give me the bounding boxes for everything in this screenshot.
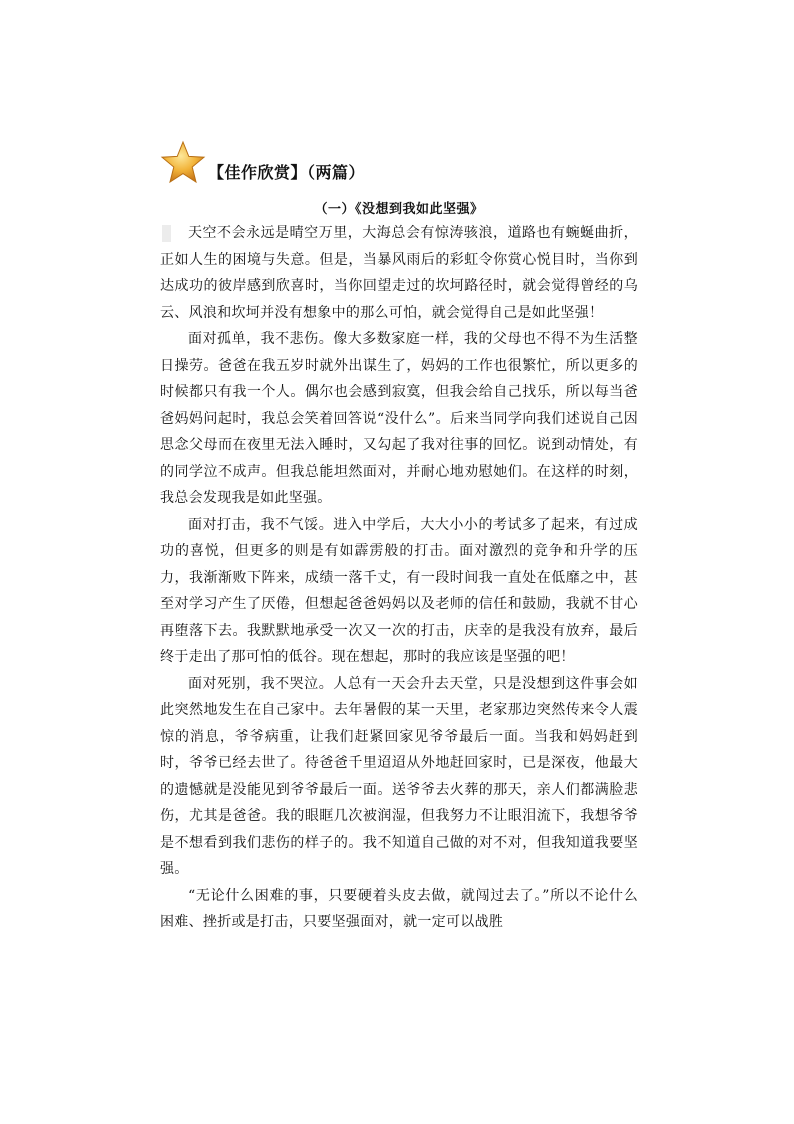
paragraph: “无论什么困难的事，只要硬着头皮去做，就闯过去了。”所以不论什么困难、挫折或是打击，只要坚强面对，就一定可以战胜 bbox=[160, 887, 638, 930]
paragraph: 面对死别，我不哭泣。人总有一天会升去天堂，只是没想到这件事会如此突然地发生在自己家中。去年暑假的某一天里，老家那边突然传来令人震惊的消息，爷爷病重，让我们赶紧回家见爷爷最后一面。当我和妈妈赶到时，爷爷已经去世了。待爸爸千里迢迢从外地赶回家时，已是深夜，他最大的遗憾就是没能见到爷爷最后一面。送爷爷去火葬的那天，亲人们都满脸悲伤，尤其是爸爸。我的眼眶几次被润湿，但我努力不让眼泪流下，我想爷爷是不想看到我们悲伤的样子的。我不知道自己做的对不对，但我知道我要坚强。 bbox=[160, 675, 638, 877]
paragraph bbox=[160, 220, 638, 326]
essay-body bbox=[160, 220, 638, 936]
text-marker bbox=[162, 225, 171, 242]
paragraph-text: 天空不会永远是晴空万里，大海总会有惊涛骇浪，道路也有蜿蜒曲折，正如人生的困境与失意。但是，当暴风雨后的彩虹令你赏心悦目时，当你到达成功的彼岸感到欣喜时，当你回望走过的坎坷路径时，就会觉得曾经的乌云、风浪和坎坷并没有想象中的那么可怕，就会觉得自己是如此坚强！ bbox=[160, 225, 638, 321]
section-header bbox=[160, 138, 365, 188]
paragraph: 面对打击，我不气馁。进入中学后，大大小小的考试多了起来，有过成功的喜悦，但更多的则是有如霹雳般的打击。面对激烈的竞争和升学的压力，我渐渐败下阵来，成绩一落千丈，有一段时间我一直处在低靡之中，甚至对学习产生了厌倦，但想起爸爸妈妈以及老师的信任和鼓励，我就不甘心再堕落下去。我默默地承受一次又一次的打击，庆幸的是我没有放弃，最后终于走出了那可怕的低谷。现在想起，那时的我应该是坚强的吧！ bbox=[160, 516, 638, 665]
essay-title: （一）《没想到我如此坚强》 bbox=[314, 202, 484, 217]
section-title: 【佳作欣赏】（两篇） bbox=[208, 162, 366, 182]
paragraph: 面对孤单，我不悲伤。像大多数家庭一样，我的父母也不得不为生活整日操劳。爸爸在我五岁时就外出谋生了，妈妈的工作也很繁忙，所以更多的时候都只有我一个人。偶尔也会感到寂寞，但我会给自己找乐，所以每当爸爸妈妈问起时，我总会笑着回答说“没什么”。后来当同学向我们述说自己因思念父母而在夜里无法入睡时，又勾起了我对往事的回忆。说到动情处，有的同学泣不成声。但我总能坦然面对，并耐心地劝慰她们。在这样的时刻，我总会发现我是如此坚强。 bbox=[160, 331, 638, 506]
star-icon bbox=[160, 140, 206, 186]
